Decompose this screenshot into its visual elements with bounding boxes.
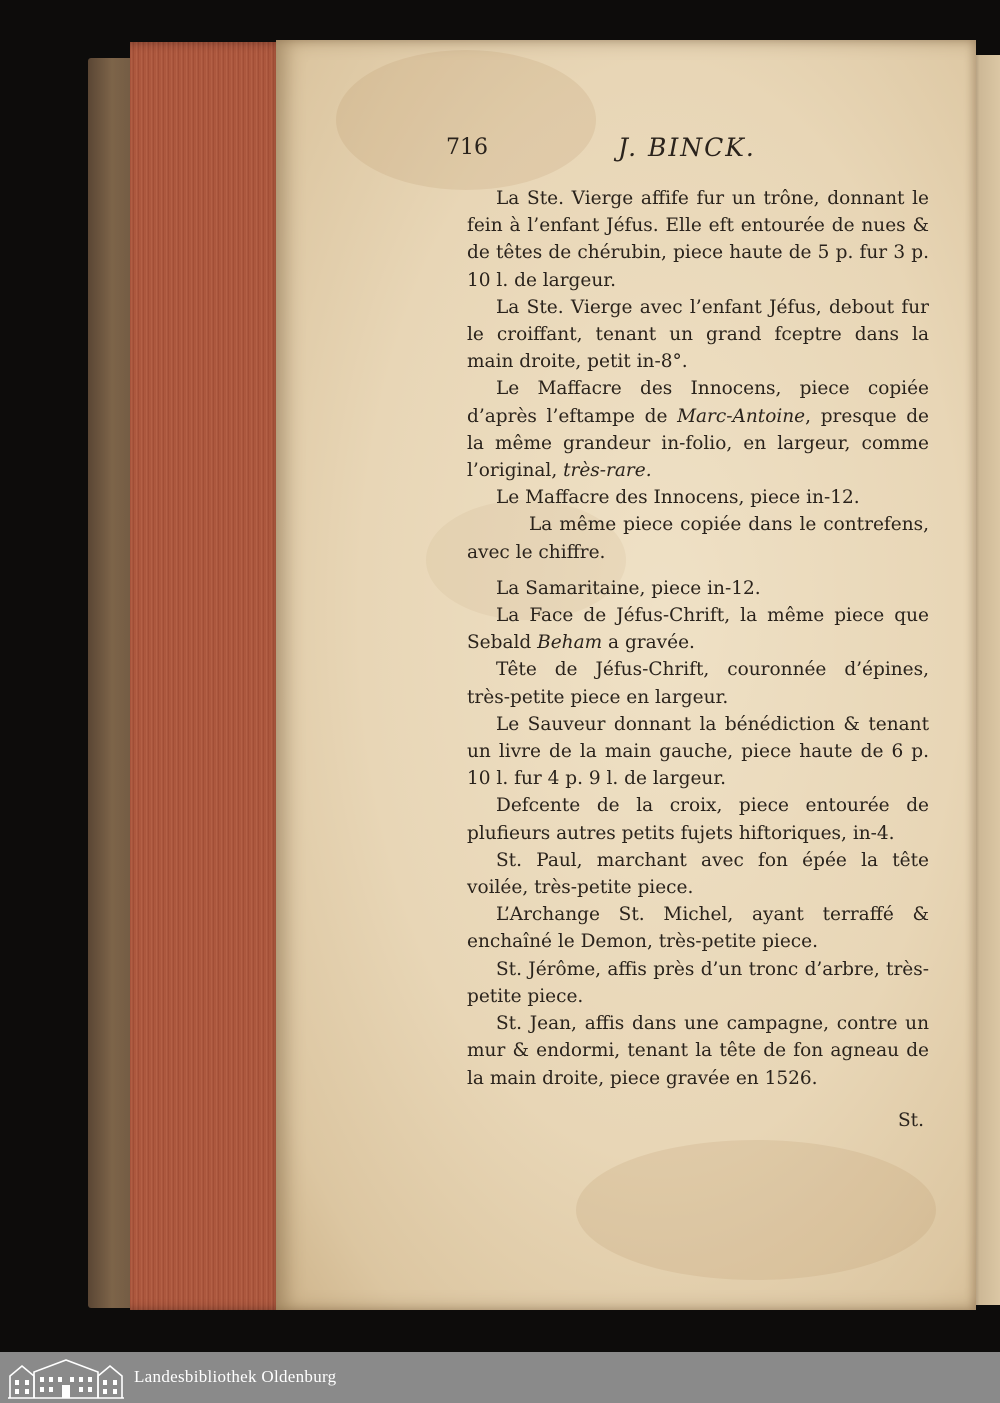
- artist-name: Marc-Antoine: [677, 405, 806, 427]
- catalogue-entry: La Samaritaine, piece in-12.: [496, 577, 761, 599]
- catalogue-entry: Le Maffacre des Innocens, piece copiée d’après l’eftampe de Marc-Antoine, presque de la même grandeur in-folio, en largeur, comme l’original, très-rare.: [467, 378, 929, 482]
- catalogue-entry: St. Jérôme, affis près d’un tronc d’arbre, très-petite piece.: [467, 958, 929, 1007]
- page-number: 716: [446, 135, 488, 160]
- page-header: [446, 133, 776, 169]
- page-block-edge: [130, 42, 286, 1310]
- rarity-note: très-rare.: [563, 460, 652, 482]
- catalogue-entry: Defcente de la croix, piece entourée de plufieurs autres petits fujets hiftoriques, in-4.: [467, 795, 929, 844]
- catalogue-entry: La même piece copiée dans le contrefens, avec le chiffre.: [467, 514, 929, 563]
- catalogue-entry: St. Jean, affis dans une campagne, contre un mur & endormi, tenant la tête de fon agneau de la main droite, piece gravée en 1526.: [467, 1013, 929, 1089]
- library-building-icon: [8, 1356, 124, 1400]
- catalogue-entry: La Ste. Vierge avec l’enfant Jéfus, debout fur le croiffant, tenant un grand fceptre dans la main droite, petit in-8°.: [467, 296, 929, 373]
- catalogue-entry: La Face de Jéfus-Chrift, la même piece que Sebald Beham a gravée.: [467, 605, 929, 654]
- library-name: Landesbibliothek Oldenburg: [134, 1367, 337, 1386]
- catalogue-entry: Tête de Jéfus-Chrift, couronnée d’épines, très-petite piece en largeur.: [467, 659, 929, 708]
- catchword: St.: [898, 1110, 924, 1131]
- paper-stain: [336, 50, 596, 190]
- artist-name: Beham: [537, 632, 603, 654]
- catalogue-text: [467, 185, 929, 1092]
- catalogue-entry: L’Archange St. Michel, ayant terraffé & enchaîné le Demon, très-petite piece.: [467, 904, 929, 953]
- catalogue-entry: Le Sauveur donnant la bénédiction & tenant un livre de la main gauche, piece haute de 6 p. 10 l. fur 4 p. 9 l. de largeur.: [467, 713, 929, 790]
- footer-bar: [0, 1352, 1000, 1403]
- catalogue-entry: Le Maffacre des Innocens, piece in-12.: [496, 487, 860, 509]
- catalogue-entry: St. Paul, marchant avec fon épée la tête voilée, très-petite piece.: [467, 849, 929, 899]
- running-head: J. BINCK.: [618, 133, 756, 162]
- catalogue-entry: La Ste. Vierge affife fur un trône, donnant le fein à l’enfant Jéfus. Elle eft entourée de nues & de têtes de chérubin, piece haute de 5 p. fur 3 p. 10 l. de largeur.: [467, 188, 929, 291]
- paper-stain: [576, 1140, 936, 1280]
